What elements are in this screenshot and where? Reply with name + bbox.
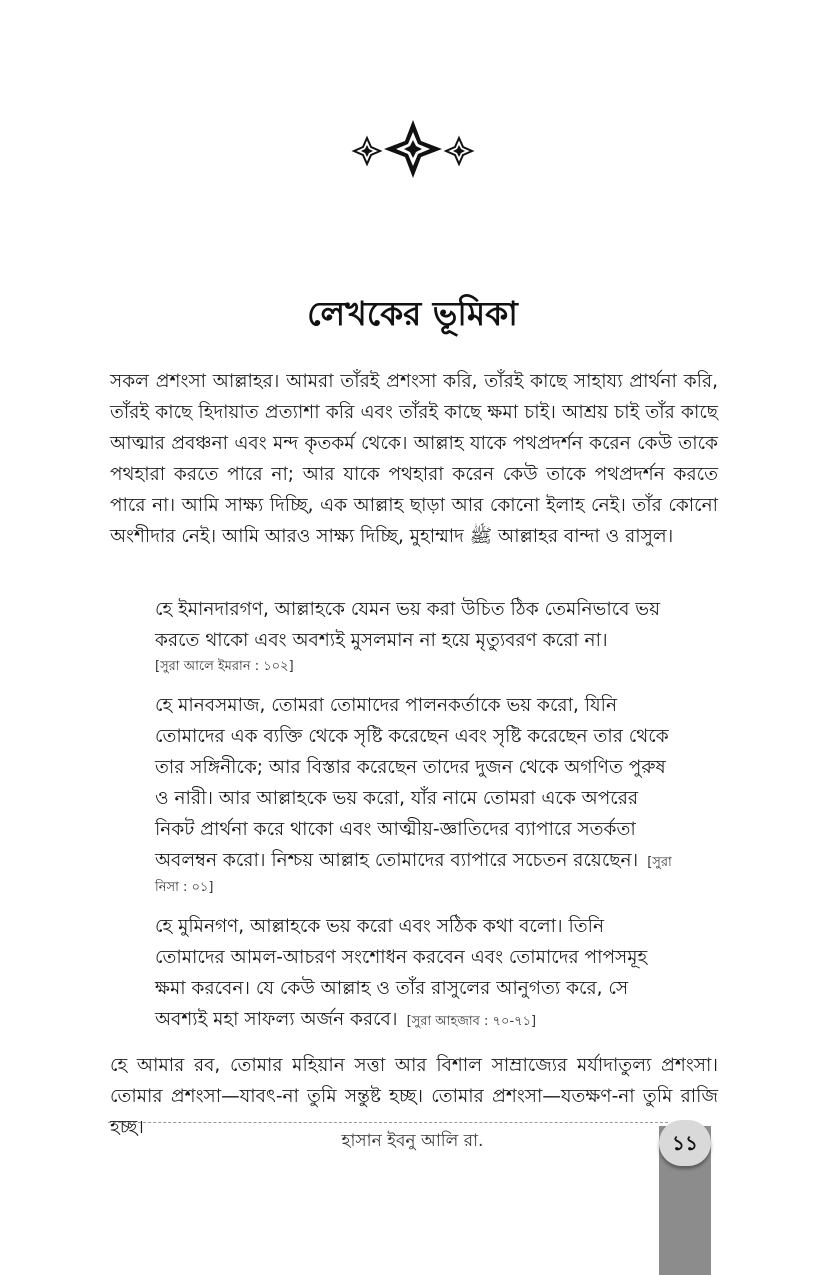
quran-quotes xyxy=(155,594,673,1047)
footer-divider xyxy=(108,1122,668,1123)
quote-text: হে মুমিনগণ, আল্লাহকে ভয় করো এবং সঠিক কথা বলো। তিনি তোমাদের আমল-আচরণ সংশোধন করবেন এবং তোমাদের পাপসমূহ ক্ষমা করবেন। যে কেউ আল্লাহ ও তাঁর রাসুলের আনুগত্য করে, সে অবশ্যই মহা সাফল্য অর্জন করবে। xyxy=(155,916,648,1030)
quote-text: হে মানবসমাজ, তোমরা তোমাদের পালনকর্তাকে ভয় করো, যিনি তোমাদের এক ব্যক্তি থেকে সৃষ্টি করেছেন এবং সৃষ্টি করেছেন তার থেকে তার সঙ্গিনীকে; আর বিস্তার করেছেন তাদের দুজন থেকে অগণিত পুরুষ ও নারী। আর আল্লাহকে ভয় করো, যাঁর নামে তোমরা একে অপরের নিকট প্রার্থনা করে থাকো এবং আত্মীয়-জ্ঞাতিদের ব্যাপারে সতর্কতা অবলম্বন করো। নিশ্চয় আল্লাহ তোমাদের ব্যাপারে সচেতন রয়েছেন। xyxy=(155,695,669,871)
quote-block xyxy=(155,690,673,899)
quote-reference: [সুরা আহজাব : ৭০-৭১] xyxy=(406,1014,537,1029)
footer-author: হাসান ইবনু আলি রা. xyxy=(341,1131,484,1151)
quote-reference: [সুরা নিসা : ০১] xyxy=(155,855,672,895)
intro-paragraph: সকল প্রশংসা আল্লাহর। আমরা তাঁরই প্রশংসা করি, তাঁরই কাছে সাহায্য প্রার্থনা করি, তাঁরই কাছে হিদায়াত প্রত্যাশা করি এবং তাঁরই কাছে ক্ষমা চাই। আশ্রয় চাই তাঁর কাছে আত্মার প্রবঞ্চনা এবং মন্দ কৃতকর্ম থেকে। আল্লাহ যাকে পথপ্রদর্শন করেন কেউ তাকে পথহারা করতে পারে না; আর যাকে পথহারা করেন কেউ তাকে পথপ্রদর্শন করতে পারে না। আমি সাক্ষ্য দিচ্ছি, এক আল্লাহ ছাড়া আর কোনো ইলাহ নেই। তাঁর কোনো অংশীদার নেই। আমি আরও সাক্ষ্য দিচ্ছি, মুহাম্মাদ ﷺ আল্লাহর বান্দা ও রাসুল। xyxy=(110,371,718,547)
quote-reference: [সুরা আলে ইমরান : ১০২] xyxy=(155,659,294,674)
page-number: ১১ xyxy=(659,1120,711,1166)
quote-text: হে ইমানদারগণ, আল্লাহকে যেমন ভয় করা উচিত ঠিক তেমনিভাবে ভয় করতে থাকো এবং অবশ্যই মুসলমান না হয়ে মৃত্যুবরণ করো না। xyxy=(155,599,660,651)
quote-block xyxy=(155,594,673,678)
star-ornament-icon xyxy=(350,118,476,180)
quote-block xyxy=(155,911,673,1035)
page-title: লেখকের ভূমিকা xyxy=(307,294,518,333)
closing-paragraph: হে আমার রব, তোমার মহিয়ান সত্তা আর বিশাল সাম্রাজ্যের মর্যাদাতুল্য প্রশংসা। তোমার প্রশংসা—যাবৎ-না তুমি সন্তুষ্ট হচ্ছ। তোমার প্রশংসা—যতক্ষণ-না তুমি রাজি হচ্ছ। xyxy=(110,1055,718,1138)
